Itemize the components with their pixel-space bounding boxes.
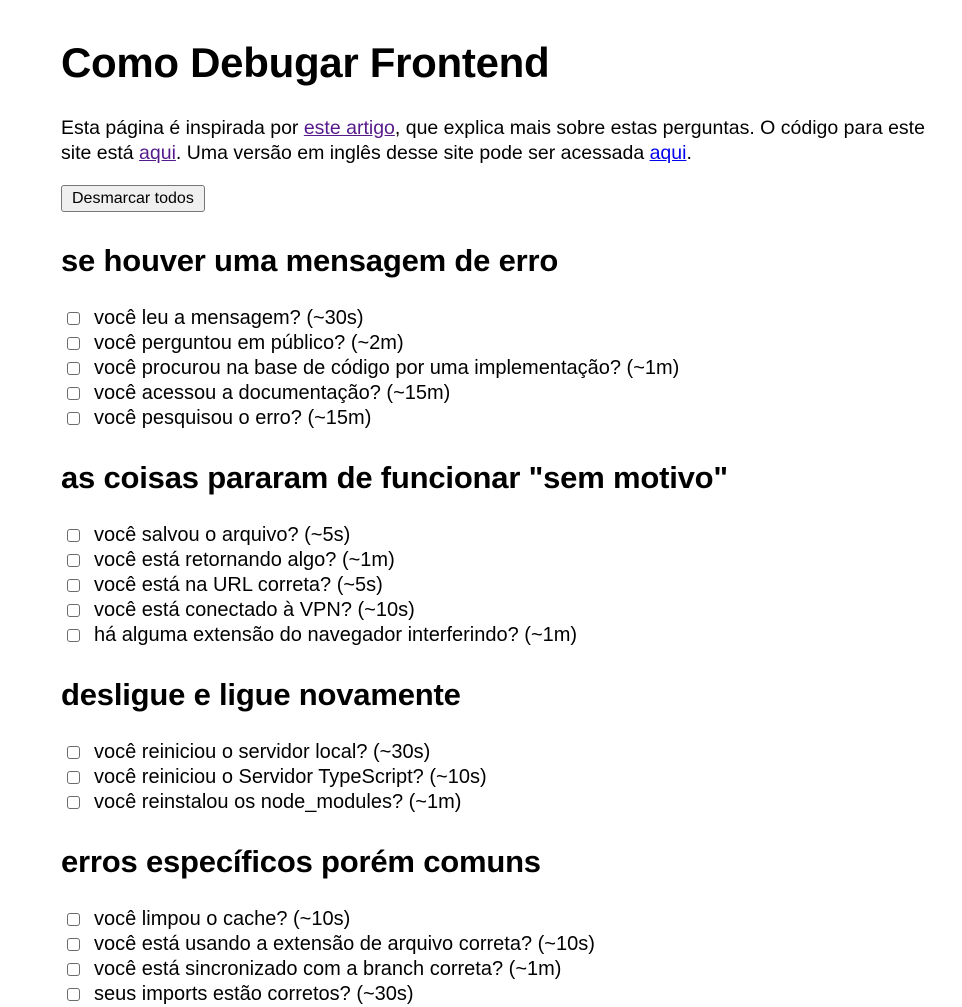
intro-paragraph (61, 116, 941, 166)
checklist-item-label: você perguntou em público? (~2m) (94, 332, 404, 354)
checkbox[interactable] (67, 604, 80, 617)
checkbox[interactable] (67, 771, 80, 784)
checkbox[interactable] (67, 963, 80, 976)
section-heading: erros específicos porém comuns (61, 844, 541, 879)
intro-text-2: , que explica mais sobre estas perguntas. O código para este site está (61, 117, 925, 164)
checkbox[interactable] (67, 796, 80, 809)
checkbox[interactable] (67, 746, 80, 759)
intro-text-1: Esta página é inspirada por (61, 117, 304, 139)
checklist-item-label: você pesquisou o erro? (~15m) (94, 407, 372, 429)
checkbox[interactable] (67, 412, 80, 425)
checklist-item-label: você está sincronizado com a branch correta? (~1m) (94, 958, 562, 980)
checklist-item-label: você procurou na base de código por uma implementação? (~1m) (94, 357, 680, 379)
section-heading: as coisas pararam de funcionar "sem motivo" (61, 460, 728, 495)
checklist (61, 523, 728, 648)
checklist-item (61, 598, 728, 623)
checklist-item-label: você está na URL correta? (~5s) (94, 574, 383, 596)
checkbox[interactable] (67, 938, 80, 951)
checklist-item-label: você reiniciou o Servidor TypeScript? (~10s) (94, 766, 487, 788)
intro-text-3: . Uma versão em inglês desse site pode ser acessada (175, 142, 650, 164)
checklist-item-label: você salvou o arquivo? (~5s) (94, 524, 351, 546)
checklist-item (61, 957, 595, 982)
checklist-item (61, 573, 728, 598)
checklist-item-label: você está conectado à VPN? (~10s) (94, 599, 415, 621)
article-link[interactable]: este artigo (303, 117, 395, 139)
checklist-item (61, 306, 679, 331)
checklist-item-label: você limpou o cache? (~10s) (94, 908, 351, 930)
section-common-errors (61, 844, 595, 1007)
checklist-item-label: você reinstalou os node_modules? (~1m) (94, 791, 462, 813)
checklist-item-label: você acessou a documentação? (~15m) (94, 382, 451, 404)
section-heading: se houver uma mensagem de erro (61, 243, 559, 278)
checklist-item (61, 765, 487, 790)
checklist-item (61, 356, 679, 381)
checklist-item-label: há alguma extensão do navegador interferindo? (~1m) (94, 624, 578, 646)
english-version-link[interactable]: aqui (649, 142, 687, 164)
checklist (61, 306, 679, 431)
section-error-message (61, 243, 679, 431)
checklist-item-label: você está usando a extensão de arquivo correta? (~10s) (94, 933, 595, 955)
checkbox[interactable] (67, 387, 80, 400)
section-restart (61, 677, 487, 815)
checklist-item (61, 623, 728, 648)
checklist-item (61, 932, 595, 957)
section-stopped-working (61, 460, 728, 648)
checkbox[interactable] (67, 529, 80, 542)
checklist (61, 740, 487, 815)
checkbox[interactable] (67, 629, 80, 642)
checklist-item (61, 982, 595, 1007)
checkbox[interactable] (67, 337, 80, 350)
checklist-item-label: você reiniciou o servidor local? (~30s) (94, 741, 431, 763)
checklist-item-label: você está retornando algo? (~1m) (94, 549, 395, 571)
intro-text-4: . (686, 142, 692, 164)
checkbox[interactable] (67, 362, 80, 375)
checklist-item (61, 381, 679, 406)
source-code-link[interactable]: aqui (139, 142, 176, 164)
checkbox[interactable] (67, 913, 80, 926)
checkbox[interactable] (67, 554, 80, 567)
checklist-item (61, 406, 679, 431)
checklist-item (61, 740, 487, 765)
checklist-item-label: seus imports estão corretos? (~30s) (94, 983, 414, 1005)
checklist (61, 907, 595, 1007)
checklist-item (61, 548, 728, 573)
checklist-item (61, 523, 728, 548)
uncheck-all-button[interactable]: Desmarcar todos (61, 185, 205, 212)
checklist-item-label: você leu a mensagem? (~30s) (94, 307, 364, 329)
checklist-item (61, 907, 595, 932)
checklist-item (61, 790, 487, 815)
checklist-item (61, 331, 679, 356)
checkbox[interactable] (67, 988, 80, 1001)
checkbox[interactable] (67, 312, 80, 325)
section-heading: desligue e ligue novamente (61, 677, 461, 712)
page-title: Como Debugar Frontend (61, 39, 550, 86)
checkbox[interactable] (67, 579, 80, 592)
